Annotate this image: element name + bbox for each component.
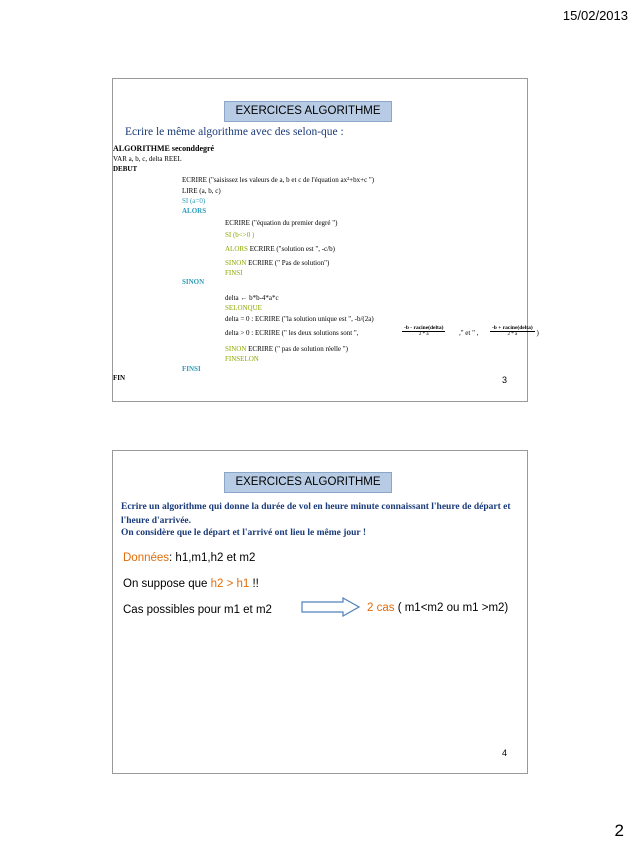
exercise-statement: Ecrire un algorithme qui donne la durée de vol en heure minute connaissant l'heure de départ et l'heure d'arrivée. (121, 502, 511, 526)
algo-line: SINON (182, 278, 205, 286)
algo-line (225, 325, 539, 337)
algo-text: ") (342, 345, 348, 353)
algo-line: DEBUT (113, 165, 138, 173)
algo-text: ECRIRE (" Pas de solution") (246, 259, 330, 267)
algo-text: pas de solution réelle (279, 345, 343, 353)
algo-line (225, 245, 335, 253)
cases-label: Cas possibles pour m1 et m2 (123, 604, 272, 616)
algo-line: delta = 0 : ECRIRE ("la solution unique est ", -b/(2a) (225, 315, 374, 323)
page-number: 2 (614, 821, 624, 840)
donnees-value: : h1,m1,h2 et m2 (169, 552, 256, 564)
algo-line: SELONQUE (225, 304, 262, 312)
data-line (123, 552, 255, 564)
fraction-denominator: 2 * a (507, 332, 518, 337)
algo-line (225, 345, 348, 353)
cases-count: 2 cas (367, 602, 395, 614)
algo-line: FINSELON (225, 355, 259, 363)
algo-line: ECRIRE ("équation du premier degré ") (225, 219, 338, 227)
cases-result (367, 602, 508, 614)
algo-line: FINSI (182, 365, 201, 373)
slide-number: 3 (501, 375, 507, 385)
assumption-prefix: On suppose que (123, 578, 211, 590)
slide-title: EXERCICES ALGORITHME (224, 101, 392, 122)
slide-title: EXERCICES ALGORITHME (224, 472, 392, 493)
fraction (490, 325, 535, 337)
fraction-numerator: -b + racine(delta) (491, 325, 533, 331)
algo-line: SI (a=0) (182, 197, 206, 205)
algo-line: ALORS (182, 207, 207, 215)
algo-text: ," et " , (458, 329, 479, 337)
keyword: SINON (225, 345, 247, 353)
exercise-note: On considère que le départ et l'arrivé ont lieu le même jour ! (121, 528, 367, 538)
algo-text: les deux solutions sont ", (286, 329, 359, 337)
algo-text: delta > 0 : ECRIRE (" (225, 329, 287, 337)
slide-3 (112, 78, 539, 402)
algo-line: VAR a, b, c, delta REEL (113, 155, 182, 163)
algo-line: ALGORITHME seconddegré (113, 144, 215, 153)
cases-detail: ( m1<m2 ou m1 >m2) (394, 602, 509, 614)
algo-line: FIN (113, 374, 126, 382)
algo-text: ) (536, 329, 539, 337)
algo-line: ECRIRE ("saisissez les valeurs de a, b et c de l'équation ax²+bx+c ") (182, 176, 375, 184)
algo-text: ECRIRE (" (246, 345, 280, 353)
fraction (402, 325, 445, 337)
algo-line: FINSI (225, 269, 243, 277)
algo-line: delta ← b*b-4*a*c (225, 294, 279, 302)
assumption-line (123, 578, 259, 590)
fraction-numerator: -b - racine(delta) (404, 325, 444, 331)
donnees-label: Données (123, 552, 170, 564)
assumption-condition: h2 > h1 (210, 578, 250, 590)
algo-line: LIRE (a, b, c) (182, 187, 221, 195)
assumption-suffix: !! (249, 578, 259, 590)
slide-instruction: Ecrire le même algorithme avec des selon-que : (125, 126, 344, 138)
header-date: 15/02/2013 (562, 8, 628, 23)
keyword: SINON (225, 259, 247, 267)
right-arrow-icon (301, 597, 361, 617)
algo-text: ECRIRE ("solution est ", -c/b) (247, 245, 335, 253)
slide-4 (112, 450, 528, 774)
algorithm-block (113, 79, 539, 401)
algo-line: SI (b<>0 ) (225, 231, 255, 239)
algo-line (225, 259, 329, 267)
keyword: ALORS (225, 245, 248, 253)
slide-number: 4 (501, 748, 507, 758)
fraction-denominator: 2 * a (418, 332, 429, 337)
